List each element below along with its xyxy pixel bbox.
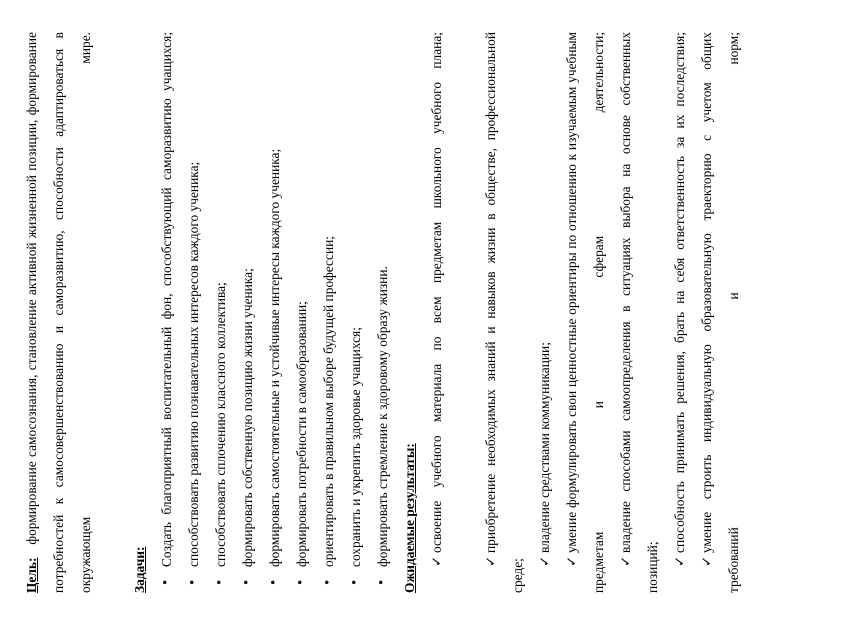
check-icon: ✓ xyxy=(537,555,552,567)
check-icon: ✓ xyxy=(618,555,633,567)
results-list-item: ✓умение строить индивидуальную образовательную траекторию с учетом общих требований и норм; xyxy=(693,32,747,593)
goal-label: Цель: xyxy=(24,557,39,593)
spacer xyxy=(450,32,477,593)
tasks-list-item: • способствовать развитию познавательных интересов каждого ученика; xyxy=(180,32,207,593)
goal-paragraph xyxy=(18,32,99,593)
tasks-list-item: • ориентировать в правильном выборе будущей профессии; xyxy=(315,32,342,593)
results-list-item: ✓владение средствами коммуникации; xyxy=(531,32,558,593)
results-list-item: ✓приобретение необходимых знаний и навыков жизни в обществе, профессиональной среде; xyxy=(477,32,531,593)
tasks-heading: Задачи: xyxy=(132,546,147,593)
tasks-list-item: • формировать стремление к здоровому образу жизни. xyxy=(369,32,396,593)
tasks-list-item: • формировать потребности в самообразовании; xyxy=(288,32,315,593)
check-icon: ✓ xyxy=(672,555,687,567)
tasks-list-item: • формировать самостоятельные и устойчивые интересы каждого ученика; xyxy=(261,32,288,593)
check-icon: ✓ xyxy=(483,555,498,567)
document-body xyxy=(18,32,747,593)
tasks-list-item: • Создать благоприятный воспитательный фон, способствующий саморазвитию учащихся; xyxy=(153,32,180,593)
results-list-item: ✓умение формулировать свои ценностные ориентиры по отношению к изучаемым учебным предметам и сферам деятельности; xyxy=(558,32,612,593)
results-list-item: ✓владение способами самоопределения в ситуациях выбора на основе собственных позиций; xyxy=(612,32,666,593)
tasks-list-item: • формировать собственную позицию жизни ученика; xyxy=(234,32,261,593)
check-icon: ✓ xyxy=(429,555,444,567)
spacer xyxy=(99,32,126,593)
check-icon: ✓ xyxy=(699,555,714,567)
results-heading: Ожидаемые результаты: xyxy=(402,443,417,593)
check-icon: ✓ xyxy=(564,555,579,567)
results-list-item: ✓освоение учебного материала по всем предметам школьного учебного плана; xyxy=(423,32,450,593)
tasks-list-item: • способствовать сплочению классного коллектива; xyxy=(207,32,234,593)
goal-text: формирование самосознания, становление активной жизненной позиции, формирование потребностей к самосовершенствованию и саморазвитию, способности адаптироваться в окружающем мире. xyxy=(24,32,93,593)
tasks-list-item: • сохранить и укрепить здоровье учащихся; xyxy=(342,32,369,593)
tasks-list xyxy=(153,32,396,593)
results-list-item: ✓способность принимать решения, брать на себя ответственность за их последствия; xyxy=(666,32,693,593)
